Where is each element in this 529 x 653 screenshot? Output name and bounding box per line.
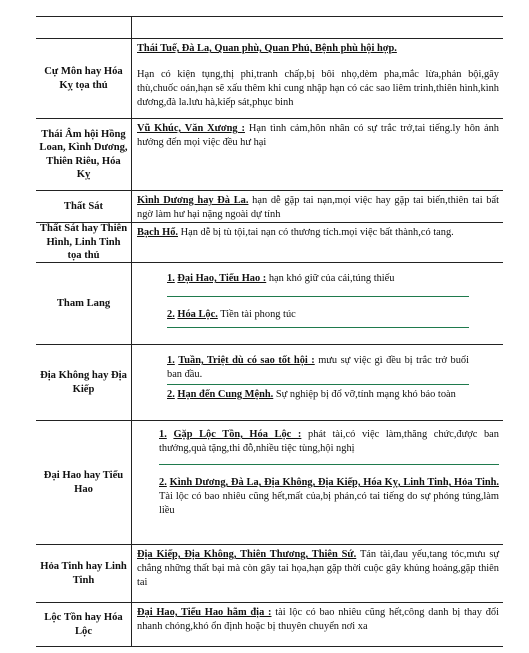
row-heading: Địa Kiếp, Địa Không, Thiên Thương, Thiên Sứ. <box>137 549 357 560</box>
sub-text: mưu sự việc gì đều bị trắc trở buổi ban đầu. <box>167 355 469 380</box>
table-row <box>36 545 503 603</box>
sub-text: hạn khó giữ của cải,túng thiếu <box>266 273 395 284</box>
row-label: Địa Không hay Địa Kiếp <box>36 345 132 420</box>
sub-number: 2. <box>167 309 175 320</box>
sub-item <box>167 269 499 288</box>
divider-line <box>159 464 499 465</box>
row-text: Hạn dễ bị tù tội,tai nạn có thương tích.mọi việc bất thành,có tang. <box>178 227 454 238</box>
sub-text: Tài lộc có bao nhiêu cũng hết,mất của,bị phản,có tai tiếng do sự phóng túng,làm liều <box>159 491 499 516</box>
sub-item <box>167 305 499 324</box>
row-content <box>132 545 503 602</box>
table-row <box>36 223 503 263</box>
sub-number: 2. <box>159 477 167 488</box>
row-heading: Đại Hao, Tiểu Hao hãm địa : <box>137 607 272 618</box>
table-row <box>36 421 503 545</box>
row-label: Thái Âm hội Hồng Loan, Kình Dương, Thiên Riêu, Hóa Kỵ <box>36 119 132 190</box>
row-label: Lộc Tồn hay Hóa Lộc <box>36 603 132 646</box>
sub-heading: Đại Hao, Tiểu Hao : <box>177 273 267 284</box>
sub-item <box>159 425 499 458</box>
sub-text: phát tài,có việc làm,thăng chức,được ban thưởng,quà tặng,thi đỗ,nhiều tiệc tùng,hội nghị <box>159 429 499 454</box>
table-row <box>36 263 503 345</box>
sub-text: Tiền tài phong túc <box>217 309 296 320</box>
row-content <box>132 17 503 38</box>
row-label: Thất Sát <box>36 191 132 222</box>
row-content <box>132 263 503 344</box>
table-row <box>36 345 503 421</box>
table-row <box>36 39 503 119</box>
table-row <box>36 119 503 191</box>
row-heading: Bạch Hổ. <box>137 227 178 238</box>
row-text: Hạn có kiện tụng,thị phi,tranh chấp,bị bôi nhọ,dèm pha,mắc lừa,phản bội,gây thù,chuốc oán,hạn sẽ xấu thêm khi cung nhập hạn có các sao liêm trinh,thiên hình,kình dương,đà la.lưu hà,kiếp sát,phục binh <box>137 69 499 108</box>
table-row <box>36 191 503 223</box>
sub-number: 2. <box>167 389 175 400</box>
divider-line <box>167 296 469 297</box>
row-content <box>132 39 503 118</box>
sub-heading: Gặp Lộc Tồn, Hóa Lộc : <box>173 429 302 440</box>
sub-number: 1. <box>159 429 167 440</box>
row-content <box>132 345 503 420</box>
row-label: Thất Sát hay Thiên Hình, Linh Tinh tọa thủ <box>36 223 132 262</box>
sub-number: 1. <box>167 273 175 284</box>
row-label <box>36 17 132 38</box>
sub-text: Sự nghiệp bị đổ vỡ,tính mạng khó bảo toàn <box>273 389 456 400</box>
sub-item <box>167 385 469 404</box>
row-label: Hỏa Tinh hay Linh Tinh <box>36 545 132 602</box>
sub-item <box>159 473 499 520</box>
row-text: tài lộc có bao nhiêu cũng hết,công danh bị thay đổi nhanh chóng,khó ổn định hoặc bị thuyên chuyển nơi xa <box>137 607 500 632</box>
row-content <box>132 603 503 646</box>
row-content <box>132 421 503 544</box>
row-content <box>132 191 503 222</box>
row-label: Tham Lang <box>36 263 132 344</box>
table-row <box>36 603 503 647</box>
row-heading: Vũ Khúc, Văn Xương : <box>137 123 245 134</box>
sub-number: 1. <box>167 355 175 366</box>
sub-heading: Tuần, Triệt dù có sao tốt hội : <box>178 355 315 366</box>
divider-line <box>167 327 469 328</box>
table-row <box>36 17 503 39</box>
sub-heading: Hóa Lộc. <box>177 309 218 320</box>
row-label: Đại Hao hay Tiểu Hao <box>36 421 132 544</box>
horoscope-table <box>36 16 503 647</box>
row-text: hạn dễ gặp tai nạn,mọi việc hay gặp tai biến,thiên tai bất ngờ làm hư hại nặng ngoài dự tính <box>137 195 499 220</box>
row-heading: Kình Dương hay Đà La. <box>137 195 249 206</box>
row-text: Tán tài,đau yếu,tang tóc,mưu sự chẳng những thất bại mà còn gây tai họa,hạn gặp thời cuộc gây khủng hoảng,gặp thiên tai <box>137 549 499 588</box>
row-label: Cự Môn hay Hóa Kỵ tọa thủ <box>36 39 132 118</box>
sub-item <box>167 351 469 384</box>
row-content <box>132 223 503 262</box>
row-text: Hạn tình cảm,hôn nhân có sự trắc trở,tai tiếng.ly hôn ảnh hưởng đến mọi việc đều hư hại <box>137 123 499 148</box>
row-content <box>132 119 503 190</box>
sub-heading: Kình Dương, Đà La, Địa Không, Địa Kiếp, Hóa Kỵ, Linh Tinh, Hỏa Tinh. <box>169 477 499 488</box>
row-heading: Thái Tuế, Đà La, Quan phù, Quan Phủ, Bệnh phù hội hợp. <box>137 43 397 54</box>
sub-heading: Hạn đến Cung Mệnh. <box>177 389 274 400</box>
